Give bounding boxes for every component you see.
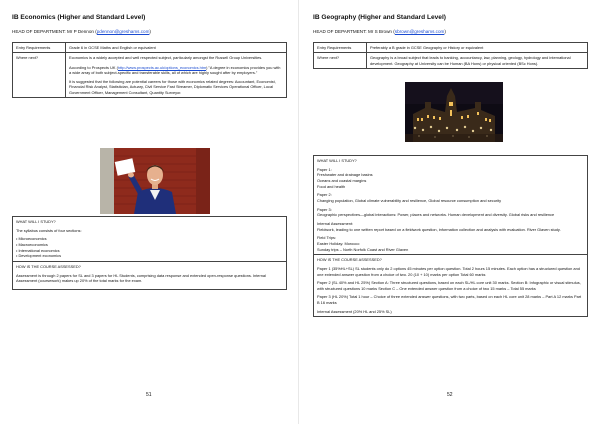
hod-label: HEAD OF DEPARTMENT: Mr P Dennon ( xyxy=(12,29,97,34)
page-number: 51 xyxy=(146,392,152,398)
hod-label: HEAD OF DEPARTMENT: Mr S Brown ( xyxy=(313,29,395,34)
field-trips-label: Field Trips: xyxy=(317,235,337,241)
where-next-label: Where next? xyxy=(314,53,367,69)
study-section xyxy=(13,217,286,261)
entry-requirements-value: Grade 6 in GCSE Maths and English or equivalent xyxy=(66,43,287,53)
student-photo xyxy=(100,148,210,214)
list-item: • Microeconomics xyxy=(16,236,47,242)
entry-requirements-label: Entry Requirements xyxy=(314,43,367,53)
where-next-para: It is suggested that the following are potential careers for those with economics related degrees: Accountant, Economist, Financial Risk Analyst, Statistician, Actuary, Civil Service Fast Streamer, Diplomatic Services Operational Officer, Local Government Officer, Management Consultant, Quantity Surveyor. xyxy=(69,79,276,95)
page-economics xyxy=(4,0,295,424)
page-divider xyxy=(298,0,299,424)
entry-requirements-label: Entry Requirements xyxy=(13,43,66,53)
list-item: Freshwater and drainage basins xyxy=(317,172,373,178)
table-row xyxy=(314,53,588,69)
list-item: • Macroeconomics xyxy=(16,241,48,247)
where-next-para: Economics is a widely accepted and well respected subject, particularly amongst the Russell Group Universities. xyxy=(69,55,263,61)
where-next-para: According to Prospects UK (http://www.prospects.ac.uk/options_economics.htm) "A degree in economics provides you with a wide array of both subject-specific and transferable skills, all of which are highly sought after by employers." xyxy=(69,64,281,75)
section-heading: HOW IS THE COURSE ASSESSED? xyxy=(317,257,382,263)
paper-text: Geographic perspectives—global interactions: Power, places and networks. Human development and diversity. Global risks and resilience xyxy=(317,212,555,218)
hod-close: ) xyxy=(149,29,151,34)
assessment-section xyxy=(13,261,286,289)
page-number: 52 xyxy=(447,392,453,398)
entry-requirements-value: Preferably a B grade in GCSE Geography or History or equivalent xyxy=(367,43,588,53)
prospects-link[interactable]: http://www.prospects.ac.uk/options_economics.htm xyxy=(117,64,207,70)
night-building-photo xyxy=(405,82,503,142)
assessment-text: Assessment is through 2 papers for SL and 3 papers for HL Students, comprising data response and extended open-response questions. Internal Assessment (coursework) makes up 20% of the total marks for the exam. xyxy=(16,272,266,284)
assessment-section xyxy=(314,254,587,316)
internal-assessment-text: Fieldwork, leading to one written report based on a fieldwork question, information collection and analysis with evaluation. River Glaven study. xyxy=(317,226,561,232)
hod-email-link[interactable]: sbrown@greshams.com xyxy=(394,29,445,34)
paper-label: Paper 2: xyxy=(317,192,332,198)
assessment-paragraph: Internal Assessment (20% HL and 25% SL) xyxy=(317,308,392,314)
where-next-label: Where next? xyxy=(13,53,66,98)
table-row xyxy=(314,43,588,53)
info-table xyxy=(12,42,287,98)
list-item: Easter Holiday: Morocco xyxy=(317,240,360,246)
internal-assessment-label: Internal Assessment: xyxy=(317,220,354,226)
list-item: Oceans and coastal margins xyxy=(317,177,367,183)
info-table xyxy=(313,42,588,69)
page-geography xyxy=(305,0,596,424)
assessment-paragraph: Paper 3 (HL 20%) Total 1 hour – Choice of three extended answer questions, with two parts, based on each HL core unit 28 marks – Part A 12 marks Part B 16 marks xyxy=(317,294,582,306)
paper-text: Changing population, Global climate vulnerability and resilience, Global resource consumption and security xyxy=(317,197,502,203)
study-section xyxy=(314,156,587,254)
head-of-department xyxy=(313,29,446,34)
where-next-value xyxy=(66,53,287,98)
assessment-paragraph: Paper 1 (35%HL+SL) SL students only do 2 options 45 minutes per option question. Total 2 hours 15 minutes. Each option has a structured question and one extended answer question from a choice of two. 20 (10 + 10) marks per option Total 60 marks xyxy=(317,265,580,277)
list-item: • International economics xyxy=(16,247,60,253)
list-item: Sunday trips – North Norfolk Coast and River Glaven xyxy=(317,246,409,252)
head-of-department xyxy=(12,29,151,34)
section-heading: WHAT WILL I STUDY? xyxy=(317,158,357,163)
list-item: • Development economics xyxy=(16,253,62,259)
course-details xyxy=(313,155,588,317)
table-row xyxy=(13,53,287,98)
hod-close: ) xyxy=(444,29,446,34)
section-heading: HOW IS THE COURSE ASSESSED? xyxy=(16,263,81,269)
hod-email-link[interactable]: pdennon@greshams.com xyxy=(96,29,150,34)
course-details xyxy=(12,216,287,290)
paper-label: Paper 3: xyxy=(317,206,332,212)
study-intro: The syllabus consists of four sections: xyxy=(16,227,82,233)
paper-label: Paper 1: xyxy=(317,166,332,172)
page-title: IB Economics (Higher and Standard Level) xyxy=(12,14,146,21)
table-row xyxy=(13,43,287,53)
page-title: IB Geography (Higher and Standard Level) xyxy=(313,14,446,21)
section-heading: WHAT WILL I STUDY? xyxy=(16,219,56,224)
where-next-value: Geography is a broad subject that leads to banking, accountancy, law, planning, geology, hydrology and international development. Geography at University can be Human (BA Hons) or physical oriented (BSc Hons). xyxy=(367,53,588,69)
list-item: Food and health xyxy=(317,183,346,189)
assessment-paragraph: Paper 2 (SL 40% and HL 25%) Section A: Three structured questions, based on each SL/HL core unit 30 marks. Section B: Infographic or visual stimulus, with structured questions 10 marks Section C – One extended answer question from a choice of two 15 marks – Total 55 marks xyxy=(317,280,581,291)
